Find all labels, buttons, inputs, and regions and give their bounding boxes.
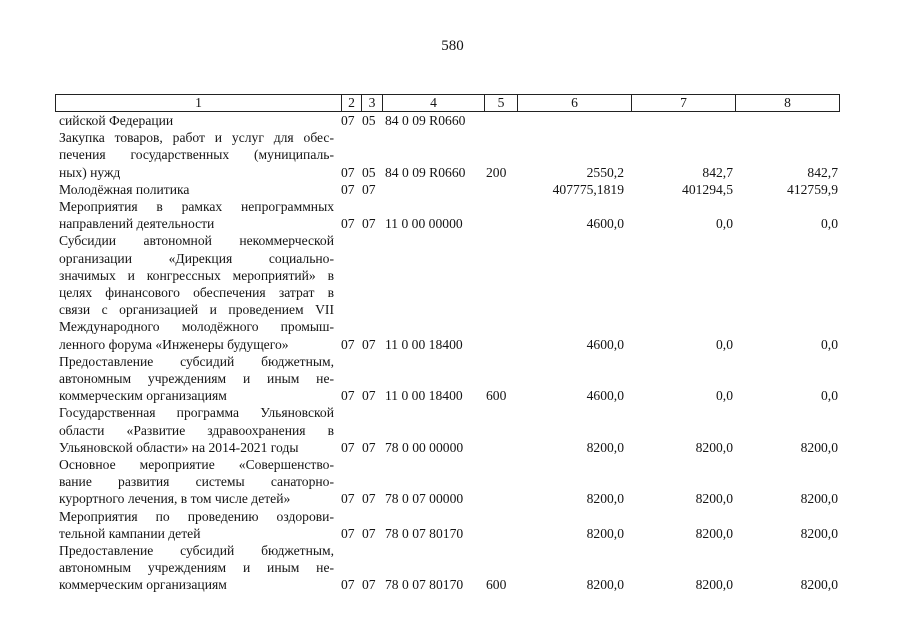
- table-row: [55, 353, 840, 405]
- row-name-line: ленного форума «Инженеры будущего»: [59, 336, 289, 352]
- row-sum-col8: 8200,0: [800, 577, 838, 593]
- row-sum-col6: 4600,0: [586, 216, 624, 232]
- row-name-line: Международного молодёжного промыш-: [59, 319, 334, 335]
- row-name: [55, 181, 334, 198]
- table-header: [55, 94, 840, 112]
- header-col-1: 1: [56, 95, 342, 111]
- row-name-line: сийской Федерации: [59, 113, 174, 128]
- row-section: 07: [341, 181, 355, 197]
- row-name-line: ных) нужд: [59, 164, 121, 180]
- header-col-6: 6: [518, 95, 632, 111]
- row-section: 07: [341, 577, 355, 593]
- row-name-line: Ульяновской области» на 2014-2021 годы: [59, 439, 299, 455]
- table-body: [55, 112, 840, 594]
- row-target-article: 11 0 00 00000: [385, 216, 463, 232]
- row-sum-col6: 4600,0: [586, 388, 624, 404]
- row-sum-col8: 412759,9: [787, 181, 838, 197]
- row-name-line: вание развития системы санаторно-: [59, 474, 334, 490]
- row-name-line: автономным учреждениям и иным не-: [59, 560, 334, 576]
- row-name-line: коммерческим организациям: [59, 577, 227, 593]
- row-name-line: Молодёжная политика: [59, 181, 190, 197]
- row-subsection: 07: [362, 577, 376, 593]
- row-sum-col7: 0,0: [716, 388, 733, 404]
- row-section: 07: [341, 216, 355, 232]
- header-col-4: 4: [383, 95, 485, 111]
- row-sum-col8: 0,0: [821, 216, 838, 232]
- row-name-line: Предоставление субсидий бюджетным,: [59, 353, 334, 369]
- row-subsection: 05: [362, 164, 376, 180]
- row-section: 07: [341, 164, 355, 180]
- table-row: [55, 542, 840, 594]
- row-name-line: направлений деятельности: [59, 216, 215, 232]
- row-expense-type: 600: [486, 577, 507, 593]
- header-col-7: 7: [632, 95, 736, 111]
- row-name-line: Предоставление субсидий бюджетным,: [59, 542, 334, 558]
- header-col-3: 3: [362, 95, 383, 111]
- row-name: [55, 456, 334, 508]
- row-name-line: Субсидии автономной некоммерческой: [59, 233, 334, 249]
- row-sum-col8: 8200,0: [800, 491, 838, 507]
- row-subsection: 07: [362, 216, 376, 232]
- table-row: [55, 508, 840, 542]
- row-sum-col6: 8200,0: [586, 525, 624, 541]
- row-subsection: 07: [362, 336, 376, 352]
- table-row: [55, 198, 840, 232]
- page-number: 580: [441, 38, 464, 54]
- row-sum-col8: 842,7: [807, 164, 838, 180]
- row-target-article: 78 0 07 80170: [385, 577, 464, 593]
- row-section: 07: [341, 525, 355, 541]
- row-sum-col6: 8200,0: [586, 491, 624, 507]
- row-sum-col6: 407775,1819: [552, 181, 624, 197]
- row-sum-col6: 8200,0: [586, 577, 624, 593]
- table-row: [55, 181, 840, 198]
- row-sum-col7: 0,0: [716, 216, 733, 232]
- row-expense-type: 200: [486, 164, 507, 180]
- row-name: [55, 232, 334, 352]
- row-sum-col8: 8200,0: [800, 439, 838, 455]
- row-name: [55, 542, 334, 594]
- row-subsection: 07: [362, 181, 376, 197]
- row-name-line: Мероприятия в рамках непрограммных: [59, 198, 334, 214]
- header-col-2: 2: [342, 95, 362, 111]
- row-name-line: области «Развитие здравоохранения в: [59, 422, 334, 438]
- row-name-line: автономным учреждениям и иным не-: [59, 370, 334, 386]
- row-sum-col8: 8200,0: [800, 525, 838, 541]
- row-subsection: 07: [362, 525, 376, 541]
- row-subsection: 07: [362, 439, 376, 455]
- row-subsection: 07: [362, 491, 376, 507]
- table-row: [55, 232, 840, 352]
- row-name-line: Государственная программа Ульяновской: [59, 405, 334, 421]
- row-section: 07: [341, 336, 355, 352]
- row-sum-col7: 842,7: [702, 164, 733, 180]
- row-target-article: 78 0 07 80170: [385, 525, 464, 541]
- row-target-article: 78 0 00 00000: [385, 439, 464, 455]
- row-section: 07: [341, 439, 355, 455]
- row-target-article: 11 0 00 18400: [385, 388, 463, 404]
- row-name: [55, 508, 334, 542]
- row-subsection: 07: [362, 388, 376, 404]
- row-name: [55, 353, 334, 405]
- row-target-article: 84 0 09 R0660: [385, 164, 466, 180]
- header-col-5: 5: [485, 95, 518, 111]
- row-sum-col6: 8200,0: [586, 439, 624, 455]
- row-name-line: значимых и конгрессных мероприятий» в: [59, 267, 334, 283]
- row-sum-col6: 4600,0: [586, 336, 624, 352]
- row-name-line: организации «Дирекция социально-: [59, 250, 334, 266]
- row-name-line: связи с организацией и проведением VII: [59, 302, 334, 318]
- row-name: [55, 198, 334, 232]
- table-row: [55, 112, 840, 129]
- row-section: 07: [341, 388, 355, 404]
- row-sum-col8: 0,0: [821, 336, 838, 352]
- row-section: 07: [341, 112, 355, 128]
- row-name-line: Закупка товаров, работ и услуг для обес-: [59, 130, 334, 146]
- row-target-article: 84 0 09 R0660: [385, 112, 466, 128]
- row-name-line: целях финансового обеспечения затрат в: [59, 285, 334, 300]
- row-sum-col8: 0,0: [821, 388, 838, 404]
- row-name: [55, 112, 334, 129]
- row-sum-col6: 2550,2: [586, 164, 624, 180]
- table-row: [55, 404, 840, 456]
- row-name-line: Основное мероприятие «Совершенство-: [59, 456, 334, 472]
- row-target-article: 11 0 00 18400: [385, 336, 463, 352]
- row-section: 07: [341, 491, 355, 507]
- row-sum-col7: 8200,0: [695, 525, 733, 541]
- row-sum-col7: 8200,0: [695, 491, 733, 507]
- row-name: [55, 129, 334, 181]
- row-name-line: тельной кампании детей: [59, 525, 201, 541]
- header-col-8: 8: [784, 95, 791, 110]
- row-name-line: курортного лечения, в том числе детей»: [59, 491, 291, 507]
- row-sum-col7: 401294,5: [682, 181, 733, 197]
- row-name-line: Мероприятия по проведению оздорови-: [59, 508, 334, 524]
- row-sum-col7: 8200,0: [695, 577, 733, 593]
- row-name-line: коммерческим организациям: [59, 388, 227, 404]
- table-row: [55, 456, 840, 508]
- row-expense-type: 600: [486, 388, 507, 404]
- row-target-article: 78 0 07 00000: [385, 491, 464, 507]
- table-row: [55, 129, 840, 181]
- row-subsection: 05: [362, 112, 376, 128]
- row-name-line: печения государственных (муниципаль-: [59, 147, 334, 163]
- row-sum-col7: 8200,0: [695, 439, 733, 455]
- row-sum-col7: 0,0: [716, 336, 733, 352]
- row-name: [55, 404, 334, 456]
